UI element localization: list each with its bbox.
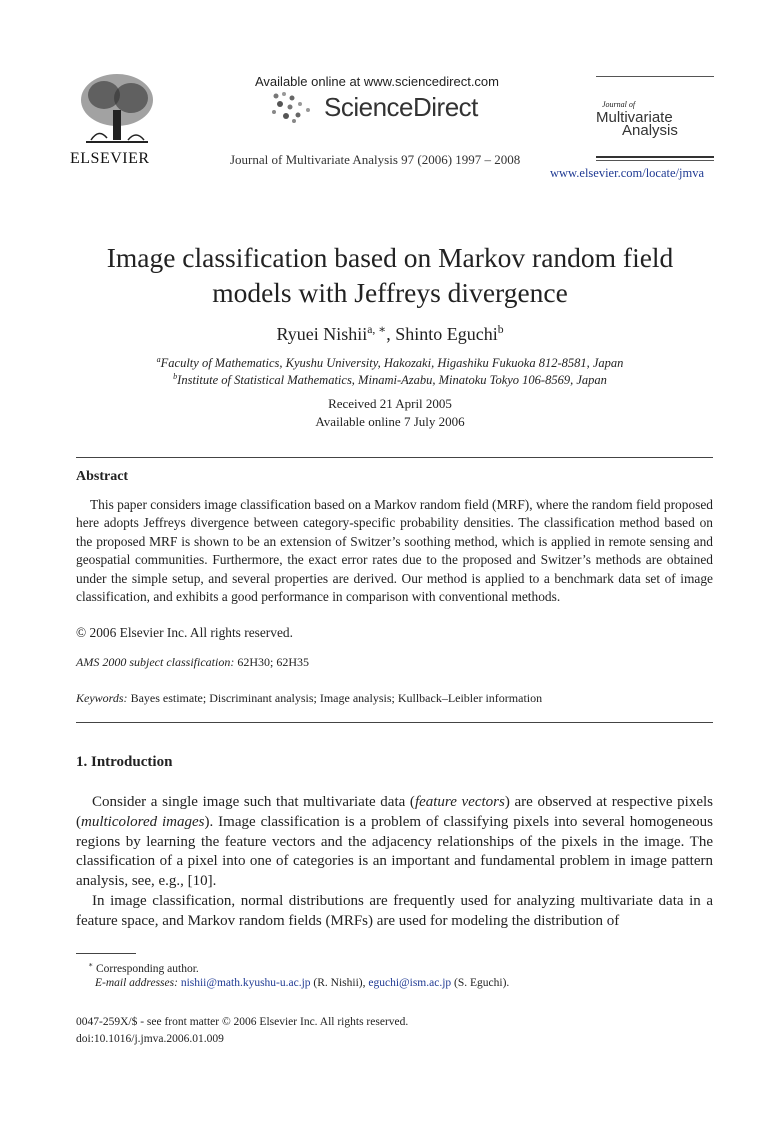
elsevier-logo [70, 70, 162, 168]
email-link-nishii[interactable]: nishii@math.kyushu-u.ac.jp [180, 977, 311, 989]
affiliation-b [60, 372, 720, 388]
ams-value: 62H30; 62H35 [234, 655, 309, 669]
sciencedirect-logo [268, 90, 478, 124]
jmva-bottom-rule [596, 156, 714, 158]
footnote-rule [76, 953, 136, 954]
received-date: Received 21 April 2005 [328, 396, 452, 411]
footnote-mark: ∗ [88, 960, 94, 969]
affiliation-a [60, 355, 720, 371]
author-1-name: Ryuei Nishii [276, 324, 368, 344]
available-online-date: Available online 7 July 2006 [315, 414, 465, 429]
affiliation-b-mark: b [173, 372, 178, 381]
paper-title-line1: Image classification based on Markov random field [106, 242, 674, 273]
section-heading-introduction: 1. Introduction [76, 754, 173, 770]
intro-p1-italic-1: feature vectors [414, 794, 505, 810]
elsevier-tree-icon [76, 70, 158, 148]
ams-classification [76, 655, 309, 670]
jmva-bottom-rule-thin [596, 160, 714, 161]
sciencedirect-available-line: Available online at www.sciencedirect.com [255, 74, 499, 89]
introduction-paragraph-2: In image classification, normal distributions are frequently used for analyzing multivariate data in a feature space, and Markov random fields (MRFs) are used for modeling the distribution of [76, 893, 713, 929]
elsevier-wordmark: ELSEVIER [70, 150, 150, 167]
email-owner-nishii: (R. Nishii), [310, 977, 369, 989]
abstract-body: This paper considers image classification based on a Markov random field (MRF), where the random field proposed here adopts Jeffreys divergence between category-specific probability densities. The classification method based on the proposed MRF is shown to be an extension of Switzer’s soothing method, which is applied in remote sensing and geospatial communities. Furthermore, the exact error rates due to the proposed and Switzer’s methods are obtained under the simple setup, and several properties are derived. Our method is applied to a benchmark data set of image classification, and exhibits a good performance in comparison with conventional methods. [76, 497, 713, 605]
abstract-top-rule [76, 457, 713, 458]
paper-title [60, 240, 720, 310]
affiliation-a-text: Faculty of Mathematics, Kyushu University, Hakozaki, Higashiku Fukuoka 812-8581, Japan [160, 356, 624, 371]
journal-reference: Journal of Multivariate Analysis 97 (2006) 1997 – 2008 [230, 152, 521, 167]
sciencedirect-wordmark: ScienceDirect [324, 91, 478, 122]
intro-p1-italic-2: multicolored images [81, 813, 205, 830]
intro-p1-part-c: ). Image classification is a problem of classifying pixels into several homogeneous regions by learning the feature vectors and the adjacency relationships of the pixels in the image. The classification of a pixel into one of categories is an important and fundamental problem in image pattern analysis, see, e.g., [10]. [76, 813, 714, 890]
jmva-title-line1: Multivariate [596, 109, 673, 126]
author-list [60, 322, 720, 345]
author-separator: , [386, 324, 396, 344]
footnote-corresponding-author [88, 960, 199, 975]
abstract-heading: Abstract [76, 469, 129, 484]
jmva-title-line2: Analysis [622, 122, 678, 139]
doi-link[interactable]: doi:10.1016/j.jmva.2006.01.009 [76, 1033, 224, 1045]
abstract-copyright: © 2006 Elsevier Inc. All rights reserved. [76, 625, 293, 640]
keywords [76, 691, 542, 706]
keywords-value: Bayes estimate; Discriminant analysis; Image analysis; Kullback–Leibler information [127, 691, 543, 705]
author-2-name: Shinto Eguchi [395, 324, 498, 344]
ams-label: AMS 2000 subject classification: [76, 655, 235, 669]
footnote-emails [95, 977, 509, 989]
author-2-affiliation-mark[interactable]: b [497, 323, 504, 336]
jmva-logo [596, 76, 714, 162]
email-owner-eguchi: (S. Eguchi). [451, 977, 510, 989]
journal-url-link[interactable]: www.elsevier.com/locate/jmva [550, 166, 704, 180]
footnote-corresponding-text: Corresponding author. [93, 962, 199, 975]
keywords-label: Keywords: [76, 691, 128, 705]
email-label: E-mail addresses: [95, 977, 178, 989]
abstract-bottom-rule [76, 722, 713, 723]
paper-title-line2: models with Jeffreys divergence [212, 277, 568, 308]
intro-p1-part-a: Consider a single image such that multivariate data ( [92, 794, 415, 810]
author-1-affiliation-mark[interactable]: a, ∗ [367, 323, 387, 336]
affiliation-a-mark: a [156, 355, 161, 364]
front-matter-notice: 0047-259X/$ - see front matter © 2006 Elsevier Inc. All rights reserved. [76, 1016, 409, 1028]
intro-p1-part-b: ) are observed at respective pixels ( [76, 794, 713, 830]
email-link-eguchi[interactable]: eguchi@ism.ac.jp [368, 977, 452, 989]
introduction-paragraph-1 [76, 793, 713, 892]
sciencedirect-dots-icon [268, 90, 320, 124]
jmva-journal-of: Journal of [602, 100, 636, 109]
affiliation-b-text: Institute of Statistical Mathematics, Minami-Azabu, Minatoku Tokyo 106-8569, Japan [177, 373, 607, 388]
jmva-top-rule [596, 76, 714, 77]
